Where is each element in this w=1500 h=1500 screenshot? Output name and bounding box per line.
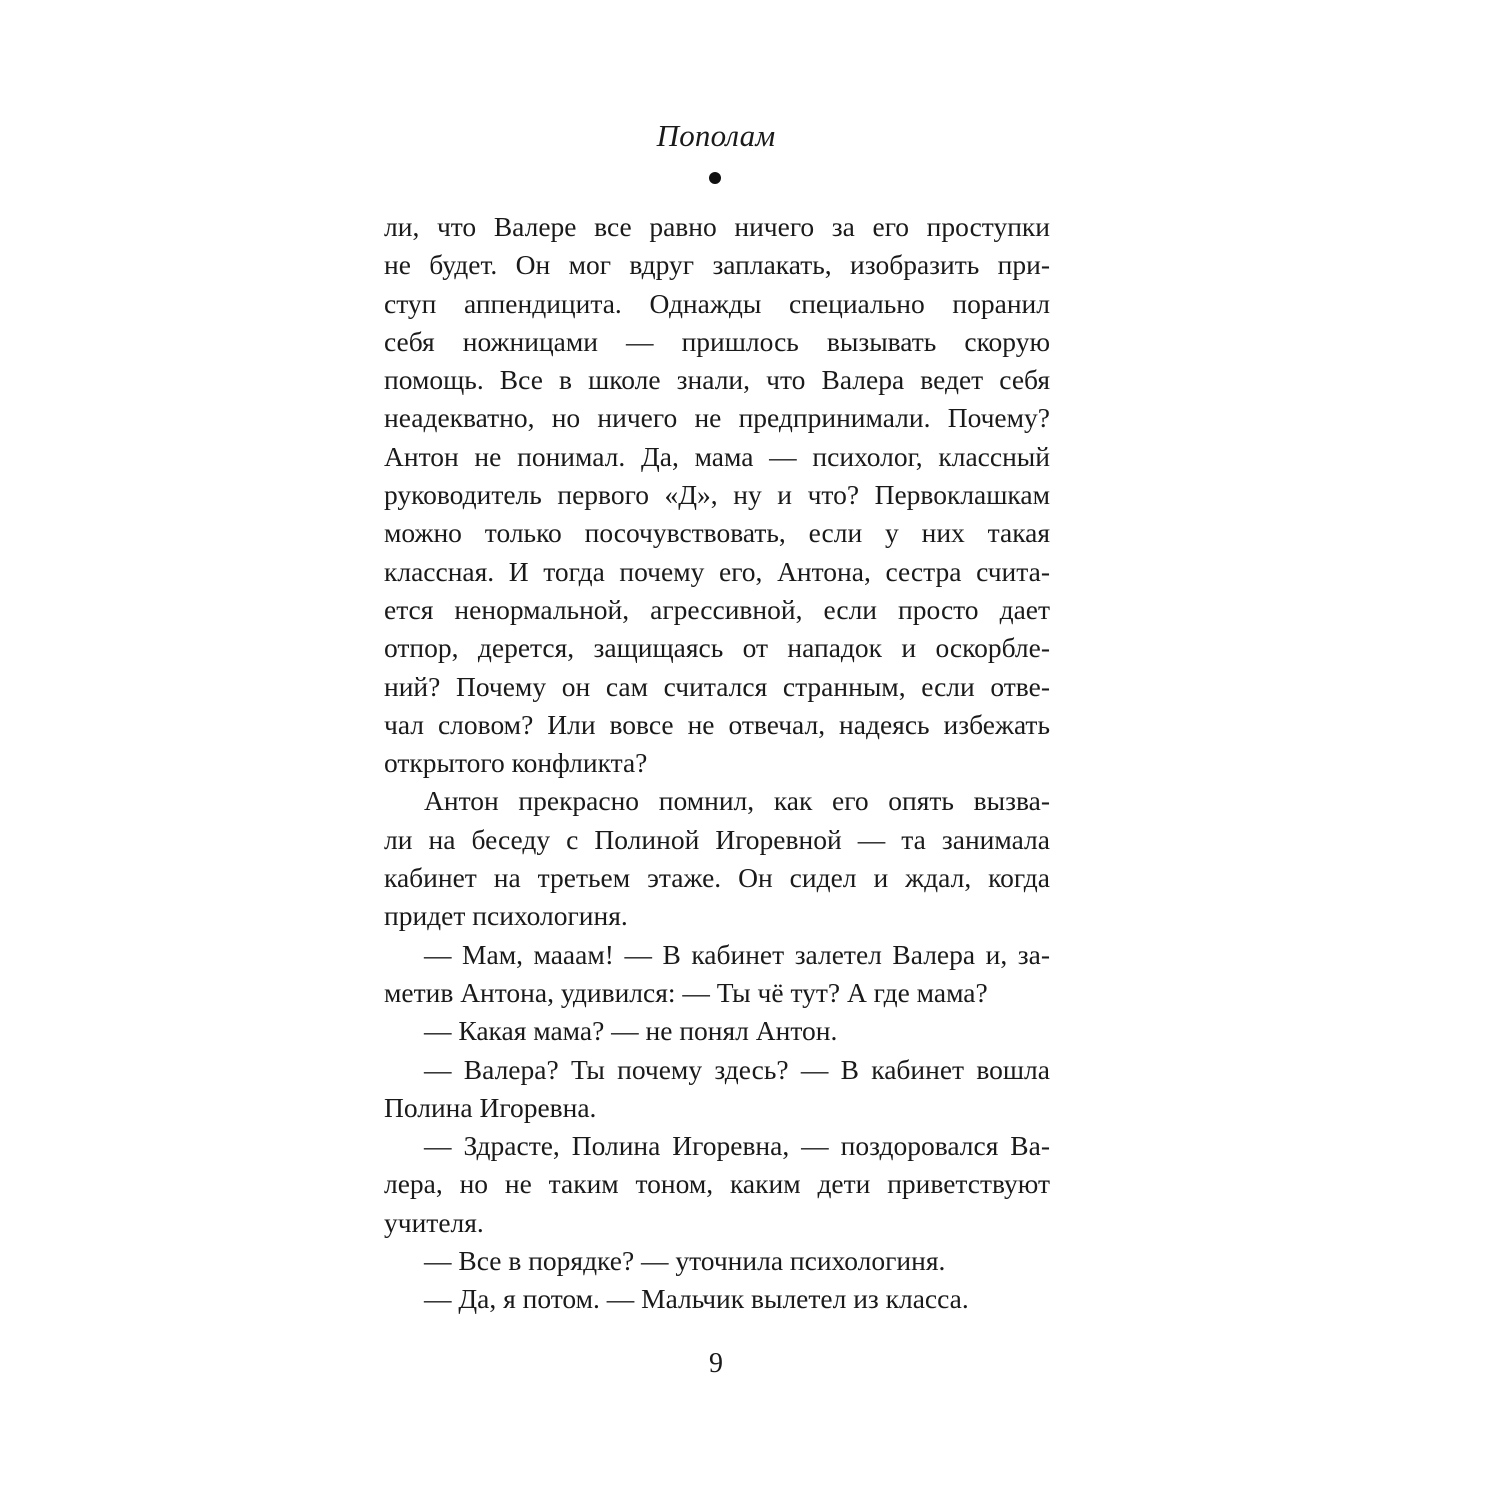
text-line: — Здрасте, Полина Игоревна, — поздоровался Ва- — [424, 1130, 1050, 1162]
text-line: себя ножницами — пришлось вызывать скорую — [384, 325, 1050, 357]
text-line: кабинет на третьем этаже. Он сидел и ждал, когда — [384, 862, 1050, 894]
text-line: — Все в порядке? — уточнила психологиня. — [424, 1245, 946, 1277]
text-line: ступ аппендицита. Однажды специально поранил — [384, 287, 1050, 319]
text-line: ли, что Валере все равно ничего за его проступки — [384, 211, 1050, 242]
text-line: неадекватно, но ничего не предпринимали. Почему? — [384, 402, 1050, 434]
text-line: — Мам, мааам! — В кабинет залетел Валера и, за- — [424, 938, 1050, 970]
text-line: Полина Игоревна. — [384, 1091, 597, 1123]
text-line: открытого конфликта? — [384, 747, 648, 779]
running-head: Пополам — [656, 118, 776, 153]
text-line: руководитель первого «Д», ну и что? Первоклашкам — [384, 479, 1050, 511]
text-line: чал словом? Или вовсе не отвечал, надеясь избежать — [384, 708, 1050, 740]
text-line: ний? Почему он сам считался странным, если отве- — [384, 670, 1050, 702]
body-text — [384, 208, 1050, 1319]
text-line: Антон не понимал. Да, мама — психолог, классный — [384, 440, 1050, 472]
text-line: учителя. — [384, 1206, 484, 1238]
text-line: не будет. Он мог вдруг заплакать, изобразить при- — [384, 249, 1050, 281]
text-line: — Да, я потом. — Мальчик вылетел из класса. — [424, 1283, 969, 1315]
text-line: метив Антона, удивился: — Ты чё тут? А где мама? — [384, 976, 988, 1008]
page-number: 9 — [709, 1348, 723, 1379]
text-line: можно только посочувствовать, если у них такая — [384, 517, 1050, 549]
text-line: Антон прекрасно помнил, как его опять вызва- — [424, 785, 1050, 817]
text-line: помощь. Все в школе знали, что Валера ведет себя — [384, 364, 1050, 396]
ornament-dot — [709, 172, 721, 184]
text-line: придет психологиня. — [384, 900, 628, 932]
text-line: ется ненормальной, агрессивной, если просто дает — [384, 593, 1050, 625]
text-line: — Валера? Ты почему здесь? — В кабинет вошла — [424, 1053, 1050, 1085]
text-line: отпор, дерется, защищаясь от нападок и оскорбле- — [384, 632, 1050, 664]
text-line: классная. И тогда почему его, Антона, сестра счита- — [384, 555, 1050, 587]
text-line: — Какая мама? — не понял Антон. — [424, 1015, 838, 1047]
text-line: лера, но не таким тоном, каким дети приветствуют — [384, 1168, 1050, 1200]
text-line: ли на беседу с Полиной Игоревной — та занимала — [384, 823, 1050, 855]
